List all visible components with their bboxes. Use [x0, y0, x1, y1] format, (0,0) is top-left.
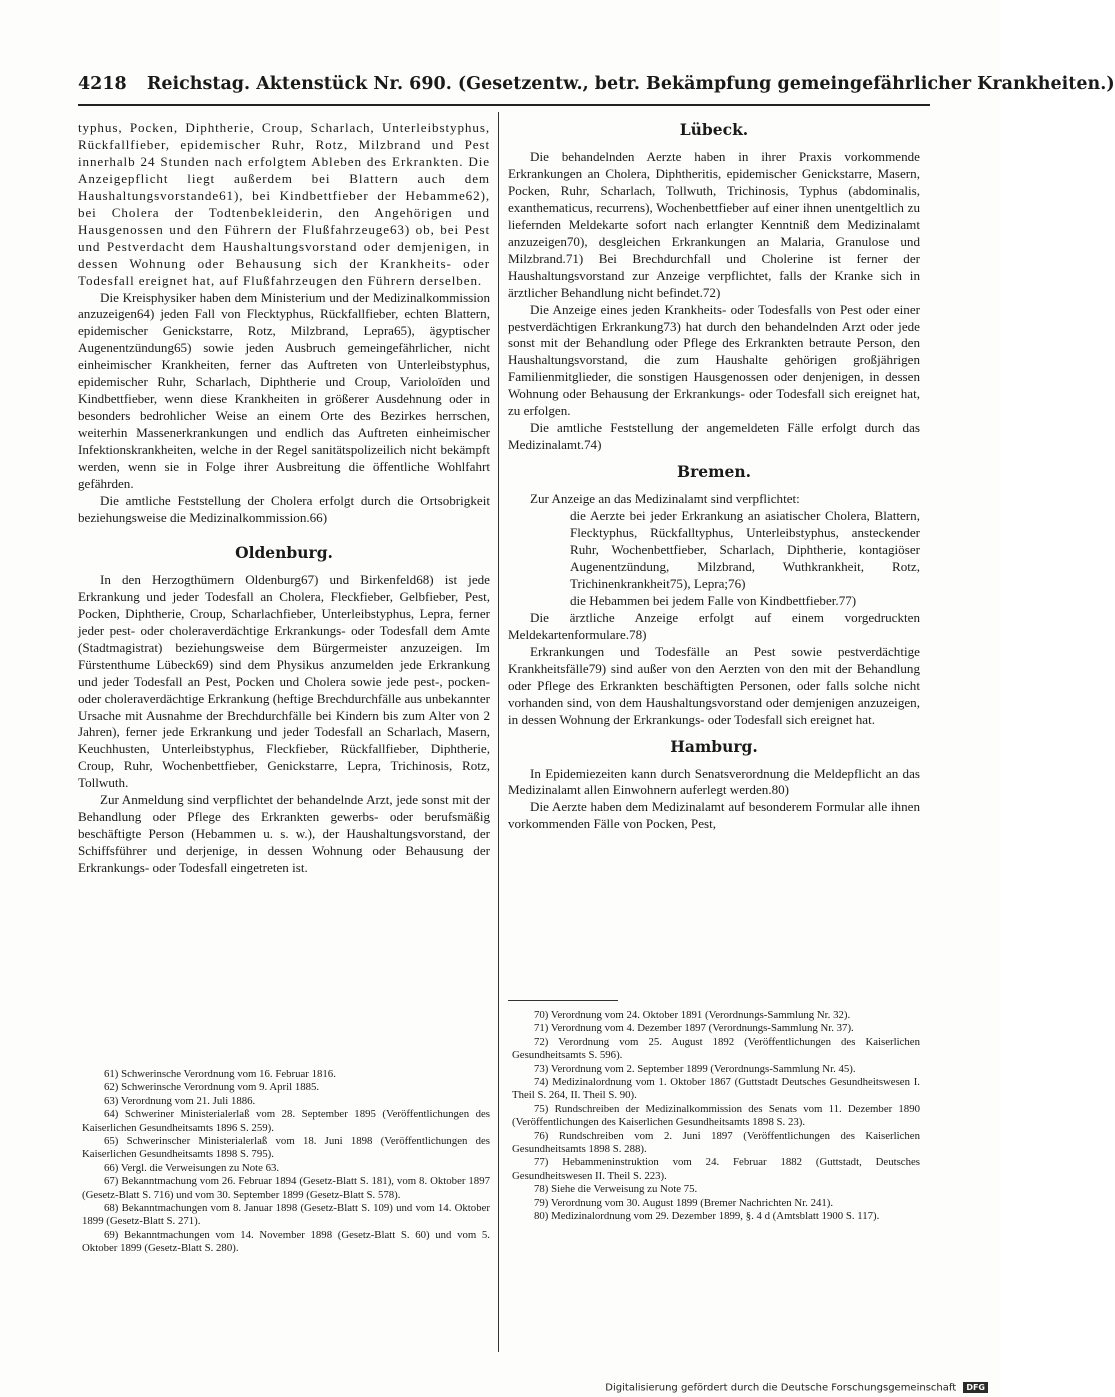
- credit-text: Digitalisierung gefördert durch die Deutsche Forschungsgemeinschaft: [605, 1382, 957, 1394]
- footnote: 73) Verordnung vom 2. September 1899 (Verordnungs-Sammlung Nr. 45).: [534, 1062, 856, 1075]
- footnote: 61) Schwerinsche Verordnung vom 16. Februar 1816.: [104, 1068, 336, 1080]
- section-heading-bremen: Bremen.: [676, 462, 752, 482]
- footnotes-left: [78, 1068, 490, 1256]
- paragraph: Zur Anmeldung sind verpflichtet der behandelnde Arzt, jede sonst mit der Behandlung oder Pflege des Erkrankten gewerbs- oder berufsmäßig beschäftigte Person (Hebammen u. s. w.), der Haushaltungsvorstand, der Schiffsführer und derjenige, in dessen Wohnung oder Behausung der Erkrankungs- oder Todesfall eingetreten ist.: [78, 792, 490, 876]
- footnote: 67) Bekanntmachung vom 26. Februar 1894 (Gesetz-Blatt S. 181), vom 8. Oktober 1897 (Gesetz-Blatt S. 716) und vom 30. September 1899 (Gesetz-Blatt S. 578).: [82, 1175, 490, 1201]
- obligation-list: [508, 508, 920, 610]
- running-header: [78, 74, 1115, 106]
- page-number: 4218: [78, 74, 127, 94]
- paragraph: Die ärztliche Anzeige erfolgt auf einem vorgedruckten Meldekartenformulare.78): [508, 609, 920, 642]
- footnote: 72) Verordnung vom 25. August 1892 (Veröffentlichungen des Kaiserlichen Gesundheitsamts S. 596).: [512, 1035, 920, 1062]
- footnote: 65) Schwerinscher Ministerialerlaß vom 18. Juni 1898 (Veröffentlichungen des Kaiserlichen Gesundheitsamts 1898 S. 795).: [82, 1135, 490, 1161]
- left-column: [78, 120, 490, 1255]
- section-heading-hamburg: Hamburg.: [670, 736, 758, 756]
- footnote: 76) Rundschreiben vom 2. Juni 1897 (Veröffentlichungen des Kaiserlichen Gesundheitsamts 1898 S. 288).: [512, 1129, 920, 1156]
- column-divider: [498, 112, 499, 1352]
- paragraph: Die amtliche Feststellung der Cholera erfolgt durch die Ortsobrigkeit beziehungsweise die Medizinalkommission.66): [78, 492, 490, 525]
- paragraph: Die Anzeige eines jeden Krankheits- oder Todesfalls von Pest oder einer pestverdächtigen Erkrankung73) hat durch den behandelnden Arzt oder jede sonst mit der Behandlung oder Pflege des Erkrankten betraute Person, den Haushaltungsvorstand, die zum Haushalte gehörigen großjährigen Familienmitglieder, die sonstigen Hausgenossen oder denjenigen, in dessen Wohnung oder Behausung der Erkrankungs- oder Todesfall sich ereignet hat, zu erfolgen.: [508, 301, 920, 419]
- footnote: 77) Hebammeninstruktion vom 24. Februar 1882 (Guttstadt, Deutsches Gesundheitswesen II. Theil S. 223).: [512, 1156, 920, 1182]
- footnote: 71) Verordnung vom 4. Dezember 1897 (Verordnungs-Sammlung Nr. 37).: [534, 1022, 854, 1035]
- section-heading-oldenburg: Oldenburg.: [235, 542, 333, 562]
- footnote: 78) Siehe die Verweisung zu Note 75.: [534, 1183, 698, 1196]
- digitization-credit: [605, 1382, 988, 1396]
- footnote: 62) Schwerinsche Verordnung vom 9. April 1885.: [104, 1081, 320, 1094]
- paragraph: Erkrankungen und Todesfälle an Pest sowie pestverdächtige Krankheitsfälle79) sind außer von den Aerzten von den mit der Behandlung oder Pflege des Erkrankten beschäftigten Personen, oder falls solche nicht vorhanden sind, von dem Haushaltungsvorstand oder demjenigen anzuzeigen, in dessen Wohnung der Erkrankungs- oder Todesfall sich ereignet hat.: [508, 643, 920, 727]
- footnote: 66) Vergl. die Verweisungen zu Note 63.: [104, 1161, 280, 1174]
- header-title: Reichstag. Aktenstück Nr. 690. (Gesetzentw., betr. Bekämpfung gemeingefährlicher Krankheiten.): [146, 74, 1115, 94]
- section-heading-luebeck: Lübeck.: [679, 120, 749, 139]
- right-column: [508, 120, 920, 1223]
- footnote: 79) Verordnung vom 30. August 1899 (Bremer Nachrichten Nr. 241).: [534, 1196, 834, 1209]
- footnotes-right: [508, 990, 920, 1224]
- footnote: 75) Rundschreiben der Medizinalkommission des Senats vom 11. Dezember 1890 (Veröffentlichungen des Kaiserlichen Gesundheitsamts 1898 S. 23).: [512, 1102, 920, 1129]
- paragraph: Die amtliche Feststellung der angemeldeten Fälle erfolgt durch das Medizinalamt.74): [508, 420, 920, 453]
- footnote: 80) Medizinalordnung vom 29. Dezember 1899, §. 4 d (Amtsblatt 1900 S. 117).: [534, 1210, 880, 1223]
- dfg-logo: DFG: [963, 1382, 988, 1393]
- paragraph: Die behandelnden Aerzte haben in ihrer Praxis vorkommende Erkrankungen an Cholera, Diphtheritis, epidemischer Genickstarre, Masern, Pocken, Ruhr, Scharlach, Tollwuth, Trichinosis, Typhus (abdominalis, exanthematicus, recurrens), Wochenbettfieber auf einer ihnen unentgeltlich zu liefernden Meldekarte sofort nach erlangter Kenntniß dem Medizinalamt anzuzeigen70), desgleichen Erkrankungen an Malaria, Granulose und Milzbrand.71) Bei Brechdurchfall und Cholerine ist ferner der Haushaltungsvorstand zur Anzeige verpflichtet, falls der Kranke sich in ärztlicher Behandlung nicht befindet.72): [508, 149, 920, 300]
- footnote: 69) Bekanntmachungen vom 14. November 1898 (Gesetz-Blatt S. 60) und vom 5. Oktober 1899 (Gesetz-Blatt S. 280).: [82, 1228, 490, 1255]
- paragraph: Zur Anzeige an das Medizinalamt sind verpflichtet:: [530, 491, 800, 507]
- footnote: 64) Schweriner Ministerialerlaß vom 28. September 1895 (Veröffentlichungen des Kaiserlichen Gesundheitsamts 1896 S. 259).: [82, 1108, 490, 1134]
- footnote: 68) Bekanntmachungen vom 8. Januar 1898 (Gesetz-Blatt S. 109) und vom 14. Oktober 1899 (Gesetz-Blatt S. 271).: [82, 1202, 490, 1228]
- paragraph: In Epidemiezeiten kann durch Senatsverordnung die Meldepflicht an das Medizinalamt allen Einwohnern auferlegt werden.80): [508, 765, 920, 798]
- footnote: 70) Verordnung vom 24. Oktober 1891 (Verordnungs-Sammlung Nr. 32).: [534, 1009, 851, 1021]
- list-item: die Hebammen bei jedem Falle von Kindbettfieber.77): [570, 592, 857, 608]
- list-item: die Aerzte bei jeder Erkrankung an asiatischer Cholera, Blattern, Flecktyphus, Rückfalltyphus, Unterleibstyphus, ansteckender Ruhr, Wochenbettfieber, Scharlach, Diphtherie, kontagiöser Augenentzündung, Milzbrand, Wuthkrankheit, Rotz, Trichinenkrankheit75), Lepra;76): [570, 508, 920, 591]
- paragraph: In den Herzogthümern Oldenburg67) und Birkenfeld68) ist jede Erkrankung und jeder Todesfall an Cholera, Fleckfieber, Gelbfieber, Pest, Pocken, Diphtherie, Croup, Scharlachfieber, Unterleibstyphus, Lepra, ferner jeder pest- oder choleraverdächtige Erkrankungs- oder Todesfall dem Amte (Stadtmagistrat) beziehungsweise dem Bürgermeister anzuzeigen. Im Fürstenthume Lübeck69) sind dem Physikus anzumelden jede Erkrankung und jeder Todesfall an Pest, Pocken und Cholera sowie jede pest-, pocken- oder choleraverdächtige Erkrankung (heftige Brechdurchfälle aus unbekannter Ursache mit Ausnahme der Brechdurchfälle bei Kindern bis zum Alter von 2 Jahren), ferner jede Erkrankung und jeder Todesfall an Scharlach, Masern, Keuchhusten, Unterleibstyphus, Fleckfieber, Rückfallfieber, Diphtherie, Croup, Ruhr, Wochenbettfieber, Genickstarre, Lepra, Trichinosis, Rotz, Tollwuth.: [78, 571, 490, 791]
- footnote: 63) Verordnung vom 21. Juli 1886.: [104, 1094, 256, 1107]
- footnote-rule: [508, 1000, 618, 1001]
- paragraph: typhus, Pocken, Diphtherie, Croup, Scharlach, Unterleibstyphus, Rückfallfieber, epidemischer Ruhr, Rotz, Milzbrand und Pest innerhalb 24 Stunden nach erfolgtem Ableben des Erkrankten. Die Anzeigepflicht liegt außerdem bei Blattern auch dem Haushaltungsvorstande61), bei Kindbettfieber der Hebamme62), bei Cholera der Todtenbekleiderin, den Angehörigen und Hausgenossen und den Führern der Flußfahrzeuge63) ob, bei Pest und Pestverdacht dem Haushaltungsvorstand oder demjenigen, in dessen Wohnung oder Behausung sich der Krankheits- oder Todesfall ereignet hat, auf Flußfahrzeugen den Führern derselben.: [78, 120, 490, 288]
- paragraph: Die Kreisphysiker haben dem Ministerium und der Medizinalkommission anzuzeigen64) jeden Fall von Flecktyphus, Rückfallfieber, echten Blattern, epidemischer Genickstarre, Rotz, Milzbrand, Lepra65), ägyptischer Augenentzündung65) sowie jeden Ausbruch gemeingefährlicher, nicht einheimischer Krankheiten, ferner das Auftreten von Unterleibstyphus, epidemischer Ruhr, Scharlach, Diphtherie und Croup, Varioloïden und Kindbettfieber, wenn diese Krankheiten in größerer Ausdehnung oder in besonders bedrohlicher Weise an einem Orte des Bezirkes herrschen, weiterhin Massenerkrankungen und endlich das Auftreten einheimischer Infektionskrankheiten, welche in der Regel sanitätspolizeilich nicht bekämpft werden, wenn sie in Folge ihrer Ausbreitung die öffentliche Wohlfahrt gefährden.: [78, 289, 490, 492]
- footnote: 74) Medizinalordnung vom 1. Oktober 1867 (Guttstadt Deutsches Gesundheitswesen I. Theil S. 264, II. Theil S. 90).: [512, 1076, 920, 1102]
- paragraph: Die Aerzte haben dem Medizinalamt auf besonderem Formular alle ihnen vorkommenden Fälle von Pocken, Pest,: [508, 799, 920, 832]
